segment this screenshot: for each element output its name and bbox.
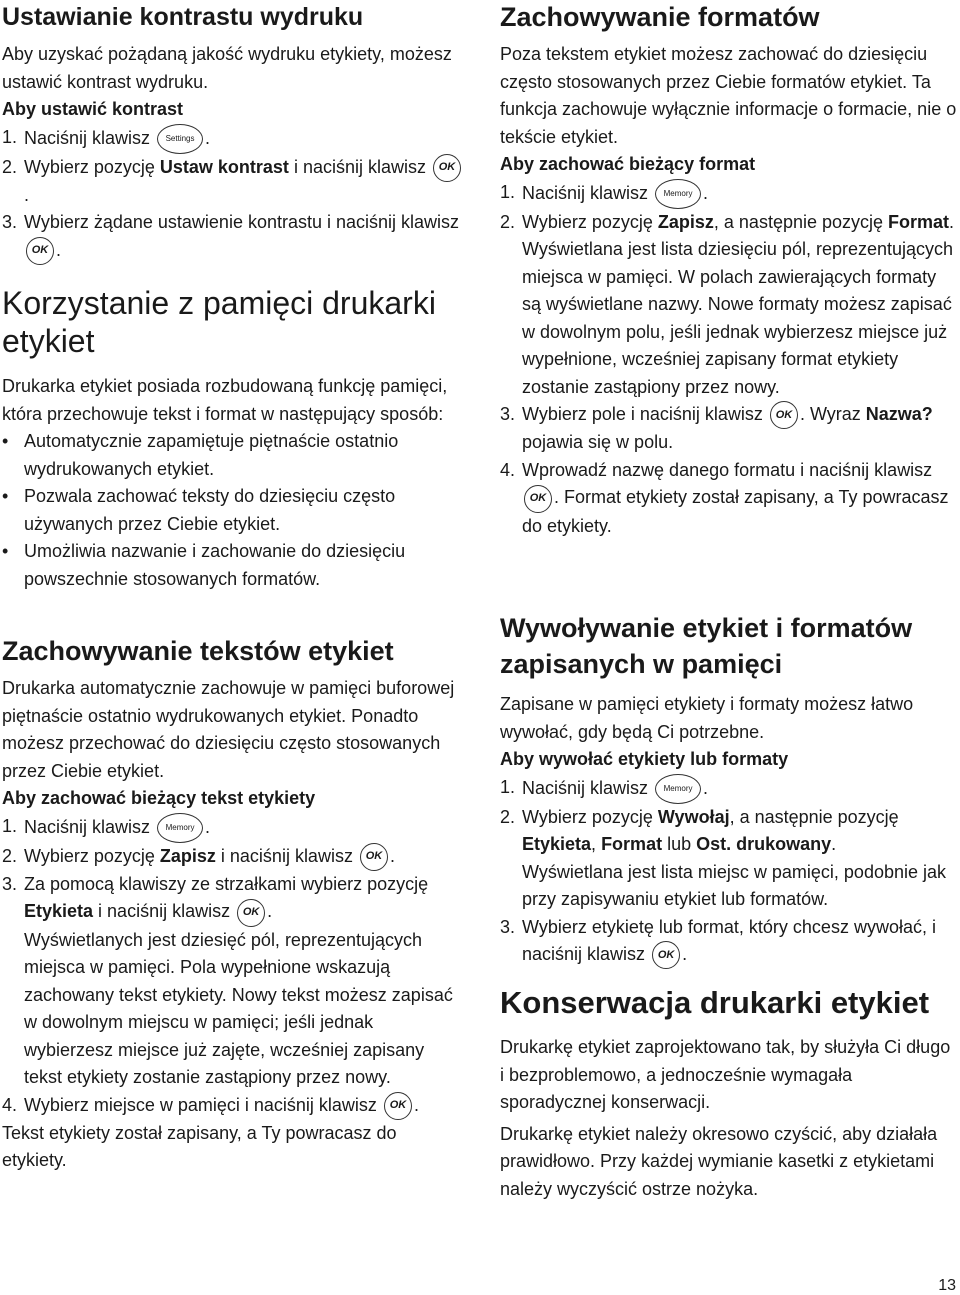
care-paragraph-2: Drukarkę etykiet należy okresowo czyścić, aby działała prawidłowo. Przy każdej wymianie kasetki z etykietami należy wyczyścić ostrze nożyka. xyxy=(500,1123,938,1199)
recall-step-2-detail: Wyświetlana jest lista miejsc w pamięci, podobnie jak przy zapisywaniu etykiet lub formatów. xyxy=(522,861,947,909)
memory-key-icon: Memory xyxy=(655,179,701,209)
save-format-title: Zachowywanie formatów xyxy=(500,2,820,32)
recall-step-1: 1. Naciśnij klawisz Memory . xyxy=(500,774,958,804)
recall-intro: Zapisane w pamięci etykiety i formaty możesz łatwo wywołać, gdy będą Ci potrzebne. xyxy=(500,694,914,742)
memory-key-icon: Memory xyxy=(157,813,203,843)
memory-bullet: • Automatycznie zapamiętuje piętnaście ostatnio wydrukowanych etykiet. xyxy=(2,431,399,479)
save-format-subhead: Aby zachować bieżący format xyxy=(500,154,756,174)
recall-section xyxy=(500,610,958,969)
contrast-step-2: 2. Wybierz pozycję Ustaw kontrast i naciśnij klawisz OK. xyxy=(2,154,464,210)
recall-title: Wywoływanie etykiet i formatów zapisanych w pamięci xyxy=(500,613,913,679)
contrast-intro: Aby uzyskać pożądaną jakość wydruku etykiety, możesz ustawić kontrast wydruku. xyxy=(2,44,452,92)
ok-key-icon: OK xyxy=(652,941,680,969)
contrast-step-1: 1. Naciśnij klawisz Settings . xyxy=(2,124,464,154)
ok-key-icon: OK xyxy=(360,843,388,871)
save-format-step-4: 4. Wprowadź nazwę danego formatu i naciśnij klawisz OK . Format etykiety został zapisany, a Ty powracasz do etykiety. xyxy=(500,459,949,536)
recall-step-2: 2. Wybierz pozycję Wywołaj, a następnie pozycję Etykieta, Format lub Ost. drukowany. Wyświetlana jest lista miejsc w pamięci, podobnie jak przy zapisywaniu etykiet lub formatów. xyxy=(500,804,958,914)
save-text-subhead: Aby zachować bieżący tekst etykiety xyxy=(2,788,316,808)
ok-key-icon: OK xyxy=(524,485,552,513)
contrast-title: Ustawianie kontrastu wydruku xyxy=(2,3,364,31)
care-section xyxy=(500,985,958,1203)
save-text-title: Zachowywanie tekstów etykiet xyxy=(2,636,394,666)
save-format-step-3: 3. Wybierz pole i naciśnij klawisz OK . Wyraz Nazwa? pojawia się w polu. xyxy=(500,401,958,457)
save-text-step-3-detail: Wyświetlanych jest dziesięć pól, reprezentujących miejsca w pamięci. Pola wypełnione wskazują zachowany tekst etykiety. Nowy tekst możesz zapisać w dowolnym miejscu w pamięci; jeśli jednak wybierzesz miejsce już zajęte, wcześniej zapisany tekst etykiety zostanie zastąpiony przez nowy. xyxy=(24,929,453,1087)
memory-bullet: • Umożliwia nazwanie i zachowanie do dziesięciu powszechnie stosowanych formatów. xyxy=(2,541,406,589)
save-text-section xyxy=(2,636,464,1175)
memory-title: Korzystanie z pamięci drukarki etykiet xyxy=(2,285,436,359)
save-format-step-2-detail: Wyświetlana jest lista dziesięciu pól, reprezentujących miejsca w pamięci. W polach zawierających formaty są wyświetlane nazwy. Nowe formaty możesz zapisać w dowolnym polu, jeśli jednak wybierzesz miejsce już wypełnione, wcześniej zapisany format etykiety zostanie zastąpiony przez nowy. xyxy=(522,239,954,397)
save-format-step-2: 2. Wybierz pozycję Zapisz, a następnie pozycję Format. Wyświetlana jest lista dziesięciu pól, reprezentujących miejsca w pamięci. W polach zawierających formaty są wyświetlane nazwy. Nowe formaty możesz zapisać w dowolnym polu, jeśli jednak wybierzesz miejsce już wypełnione, wcześniej zapisany format etykiety zostanie zastąpiony przez nowy. xyxy=(500,209,958,402)
recall-step-3: 3. Wybierz etykietę lub format, który chcesz wywołać, i naciśnij klawisz OK . xyxy=(500,914,958,970)
recall-subhead: Aby wywołać etykiety lub formaty xyxy=(500,749,789,769)
save-text-step-2: 2. Wybierz pozycję Zapisz i naciśnij klawisz OK . xyxy=(2,843,464,871)
save-format-section xyxy=(500,0,958,540)
ok-key-icon: OK xyxy=(770,401,798,429)
contrast-section xyxy=(2,0,464,265)
settings-key-icon: Settings xyxy=(157,124,203,154)
memory-bullet: • Pozwala zachować teksty do dziesięciu często używanych przez Ciebie etykiet. xyxy=(2,486,396,534)
care-paragraph-1: Drukarkę etykiet zaprojektowano tak, by służyła Ci długo i bezproblemowo, a jednocześnie wymagała sporadycznej konserwacji. xyxy=(500,1037,951,1112)
save-text-step-1: 1. Naciśnij klawisz Memory . xyxy=(2,813,464,843)
ok-key-icon: OK xyxy=(237,899,265,927)
ok-key-icon: OK xyxy=(26,237,54,265)
save-format-step-1: 1. Naciśnij klawisz Memory . xyxy=(500,179,958,209)
contrast-step-3: 3. Wybierz żądane ustawienie kontrastu i naciśnij klawisz OK . xyxy=(2,209,464,265)
save-text-outro: Tekst etykiety został zapisany, a Ty powracasz do etykiety. xyxy=(2,1122,397,1171)
memory-key-icon: Memory xyxy=(655,774,701,804)
memory-section xyxy=(2,284,464,593)
ok-key-icon: OK xyxy=(384,1092,412,1120)
ok-key-icon: OK xyxy=(433,154,461,182)
save-text-step-4: 4. Wybierz miejsce w pamięci i naciśnij klawisz OK . xyxy=(2,1092,464,1120)
save-text-intro: Drukarka automatycznie zachowuje w pamięci buforowej piętnaście ostatnio wydrukowanych etykiet. Ponadto możesz przechować do dziesięciu często stosowanych przez Ciebie etykiet. xyxy=(2,678,455,781)
save-format-intro: Poza tekstem etykiet możesz zachować do dziesięciu często stosowanych przez Ciebie formatów etykiet. Ta funkcja zachowuje wyłącznie informacje o formacie, nie o tekście etykiet. xyxy=(500,44,957,147)
care-title: Konserwacja drukarki etykiet xyxy=(500,985,930,1020)
contrast-subhead: Aby ustawić kontrast xyxy=(2,99,184,119)
save-text-step-3: 3. Za pomocą klawiszy ze strzałkami wybierz pozycję Etykieta i naciśnij klawisz OK . Wyświetlanych jest dziesięć pól, reprezentujących miejsca w pamięci. Pola wypełnione wskazują zachowany tekst etykiety. Nowy tekst możesz zapisać w dowolnym miejscu w pamięci; jeśli jednak wybierzesz miejsce już zajęte, wcześniej zapisany tekst etykiety zostanie zastąpiony przez nowy. xyxy=(2,871,464,1092)
page-number: 13 xyxy=(938,1277,956,1294)
memory-intro: Drukarka etykiet posiada rozbudowaną funkcję pamięci, która przechowuje tekst i format w następujący sposób: xyxy=(2,376,448,424)
